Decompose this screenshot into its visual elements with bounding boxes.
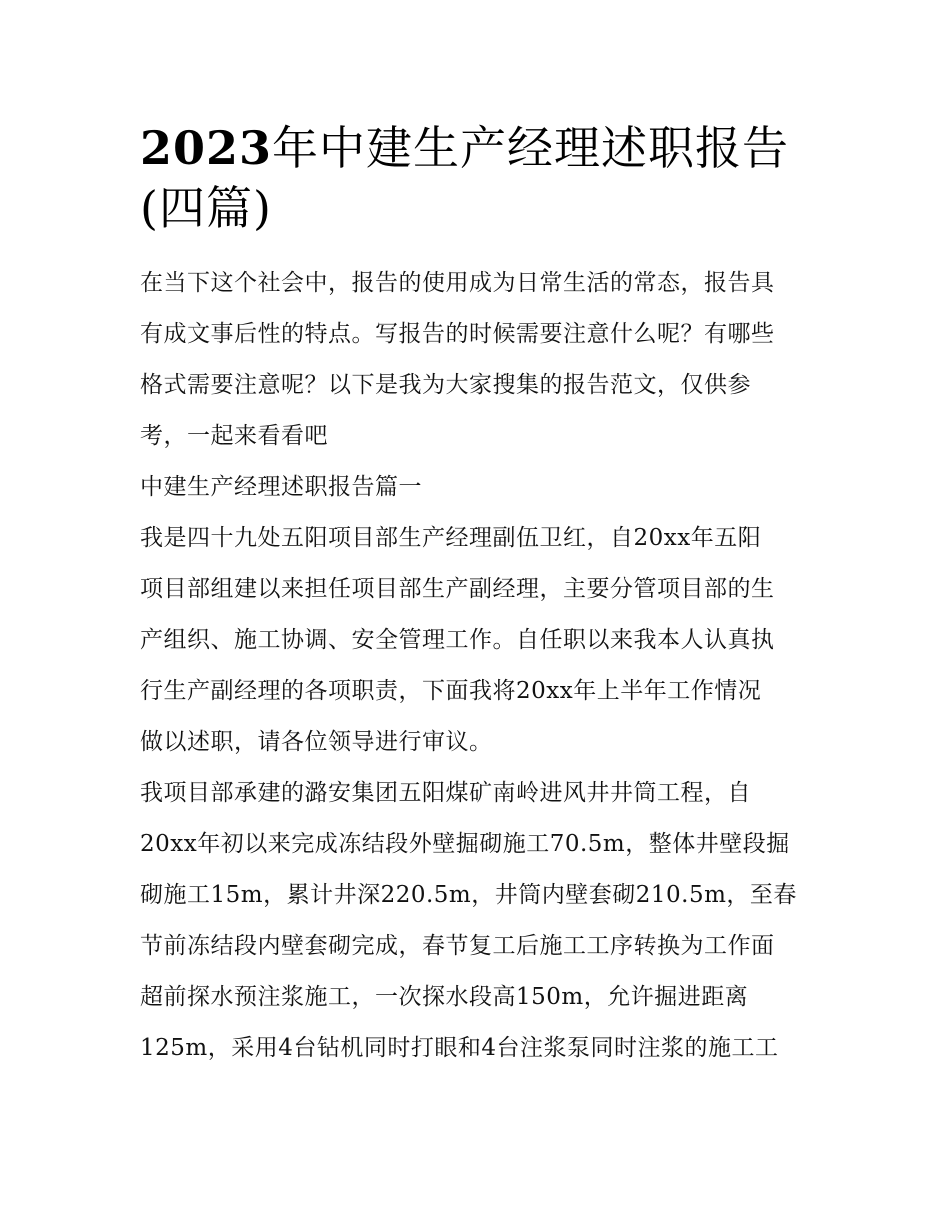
text-line: 行生产副经理的各项职责，下面我将20xx年上半年工作情况 <box>140 678 762 704</box>
text-line: 20xx年初以来完成冻结段外壁掘砌施工70.5m，整体井壁段掘 <box>140 831 790 857</box>
text-line: 砌施工15m，累计井深220.5m，井筒内壁套砌210.5m，至春 <box>140 882 797 908</box>
text-line: 我是四十九处五阳项目部生产经理副伍卫红，自20xx年五阳 <box>140 525 762 551</box>
title-line-1-text: 年中建生产经理述职报告 <box>272 121 790 175</box>
text-line: 超前探水预注浆施工，一次探水段高150m，允许掘进距离 <box>140 984 749 1010</box>
body-text <box>140 258 812 1074</box>
text-line: 在当下这个社会中，报告的使用成为日常生活的常态，报告具 <box>140 270 775 296</box>
text-line: 格式需要注意呢？以下是我为大家搜集的报告范文，仅供参 <box>140 372 751 398</box>
text-line: 节前冻结段内壁套砌完成，春节复工后施工工序转换为工作面 <box>140 933 775 959</box>
title-line-1 <box>140 121 789 175</box>
document-title <box>140 118 812 238</box>
document-content <box>140 118 812 1074</box>
text-line: 125m，采用4台钻机同时打眼和4台注浆泵同时注浆的施工工 <box>140 1035 779 1061</box>
text-line: 我项目部承建的潞安集团五阳煤矿南岭进风井井筒工程，自 <box>140 780 751 806</box>
section-heading: 中建生产经理述职报告篇一 <box>140 474 422 500</box>
text-line: 考，一起来看看吧 <box>140 423 328 449</box>
title-year: 2023 <box>140 121 273 175</box>
text-line: 项目部组建以来担任项目部生产副经理，主要分管项目部的生 <box>140 576 775 602</box>
text-line: 有成文事后性的特点。写报告的时候需要注意什么呢？有哪些 <box>140 321 775 347</box>
text-line: 做以述职，请各位领导进行审议。 <box>140 729 493 755</box>
title-line-2: (四篇) <box>140 181 272 235</box>
text-line: 产组织、施工协调、安全管理工作。自任职以来我本人认真执 <box>140 627 775 653</box>
